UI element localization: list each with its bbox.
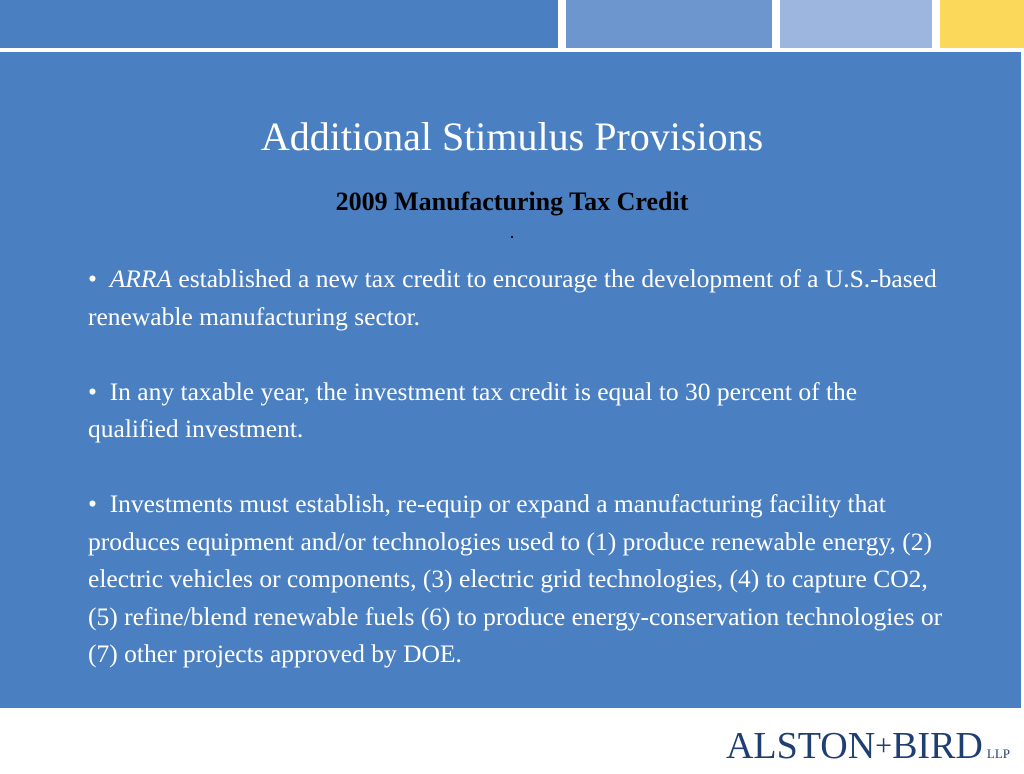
bullet-item-3 — [88, 485, 948, 673]
logo-left-word: ALSTON — [725, 725, 876, 767]
header-bar-mid — [566, 0, 772, 48]
bullet-lead-term: ARRA — [109, 264, 172, 293]
slide-title: Additional Stimulus Provisions — [260, 114, 764, 159]
subtitle-dot: . — [509, 222, 515, 242]
header-bar-main — [0, 0, 558, 48]
logo-llp-suffix: LLP — [986, 746, 1010, 761]
header-bar-yellow — [940, 0, 1024, 48]
bullet-text: Investments must establish, re-equip or expand a manufacturing facility that produces equipment and/or technologies used to (1) produce renewable energy, (2) electric vehicles or components, (3) electric grid technologies, (4) to capture CO2, (5) refine/blend renewable fuels (6) to produce energy-conservation technologies or (7) other projects approved by DOE. — [88, 489, 943, 668]
logo-plus-sign: + — [875, 729, 893, 762]
logo-right-word: BIRD — [892, 725, 983, 767]
bullet-marker: • — [88, 264, 97, 293]
alston-bird-logo — [726, 726, 1010, 774]
bullet-item-2 — [88, 373, 948, 448]
header-bar-light — [780, 0, 932, 48]
bullet-list — [88, 260, 948, 673]
bullet-item-1 — [88, 260, 948, 335]
bullet-text: In any taxable year, the investment tax credit is equal to 30 percent of the qualified investment. — [88, 376, 858, 443]
slide-subtitle: 2009 Manufacturing Tax Credit — [335, 187, 689, 216]
bullet-marker: • — [88, 489, 97, 518]
bullet-marker: • — [88, 376, 97, 406]
bullet-text: established a new tax credit to encourage the development of a U.S.-based renewable manufacturing sector. — [88, 264, 937, 331]
